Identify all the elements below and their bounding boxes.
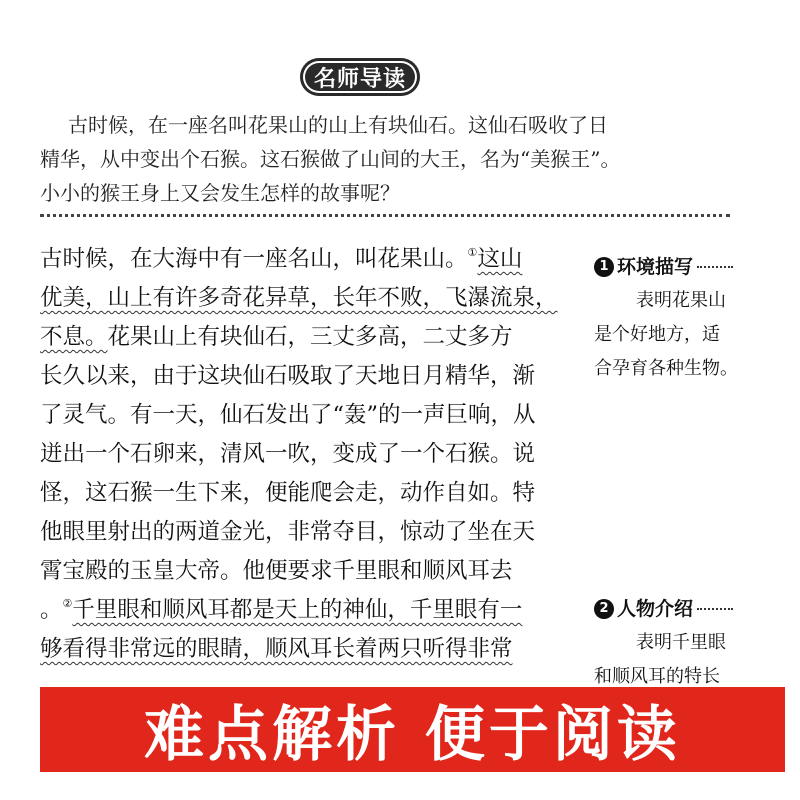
note-heading [594,252,784,282]
story-line [40,630,560,669]
story-line: 他眼里射出的两道金光，非常夺目，惊动了坐在天 [40,519,536,545]
story-line: 古时候，在大海中有一座名山，叫花果山。①这山 [40,246,523,272]
note-line: 合孕育各种生物。 [594,358,738,379]
reading-guide-badge: 名师导读 [300,58,420,96]
note-line: 和顺风耳的特长 [594,666,720,687]
intro-line: 小小的猴王身上又会发生怎样的故事呢？ [40,181,400,205]
story-line: 了灵气。有一天，仙石发出了“轰”的一声巨响，从 [40,402,536,428]
story-line: 不息。花果山上有块仙石，三丈多高，二丈多方 [40,324,513,350]
intro-paragraph [40,108,720,210]
side-note-characters [594,594,784,692]
banner-text: 难点解析 便于阅读 [144,699,681,770]
annotation-marker-2: ② [62,597,73,610]
note-title: 环境描写 [617,256,694,278]
annotated-text-1: 优美，山上有许多奇花异草，长年不败，飞瀑流泉， [40,285,558,311]
intro-line: 古时候，在一座名叫花果山的山上有块仙石。这仙石吸收了日 [68,113,608,137]
promo-banner [40,687,785,772]
story-line: 长久以来，由于这块仙石吸取了天地日月精华，渐 [40,363,536,389]
note-number-icon: 1 [594,257,614,277]
story-line: 迸出一个石卵来，清风一吹，变成了一个石猴。说 [40,441,536,467]
story-text [40,240,560,669]
story-line: 霄宝殿的玉皇大帝。他便要求千里眼和顺风耳去 [40,558,513,584]
story-line: 。②千里眼和顺风耳都是天上的神仙，千里眼有一 [40,597,523,623]
annotation-marker-1: ① [467,246,478,259]
story-line [40,279,560,318]
note-dotted-leader [697,266,733,268]
note-line: 表明花果山 [636,290,726,311]
side-note-environment [594,252,784,384]
note-line: 表明千里眼 [636,632,726,653]
note-line: 是个好地方，适 [594,324,720,345]
story-line: 怪，这石猴一生下来，便能爬会走，动作自如。特 [40,480,536,506]
dotted-divider [40,214,730,217]
annotated-text-1: 这山 [477,246,523,272]
note-heading [594,594,784,624]
annotated-text-2: 千里眼和顺风耳都是天上的神仙，千里眼有一 [72,597,523,623]
note-title: 人物介绍 [617,598,694,620]
note-dotted-leader [697,608,733,610]
note-number-icon: 2 [594,599,614,619]
intro-line: 精华，从中变出个石猴。这石猴做了山间的大王，名为“美猴王”。 [40,147,621,171]
annotated-text-1: 不息。 [40,324,108,350]
annotated-text-2: 够看得非常远的眼睛，顺风耳长着两只听得非常 [40,636,513,662]
